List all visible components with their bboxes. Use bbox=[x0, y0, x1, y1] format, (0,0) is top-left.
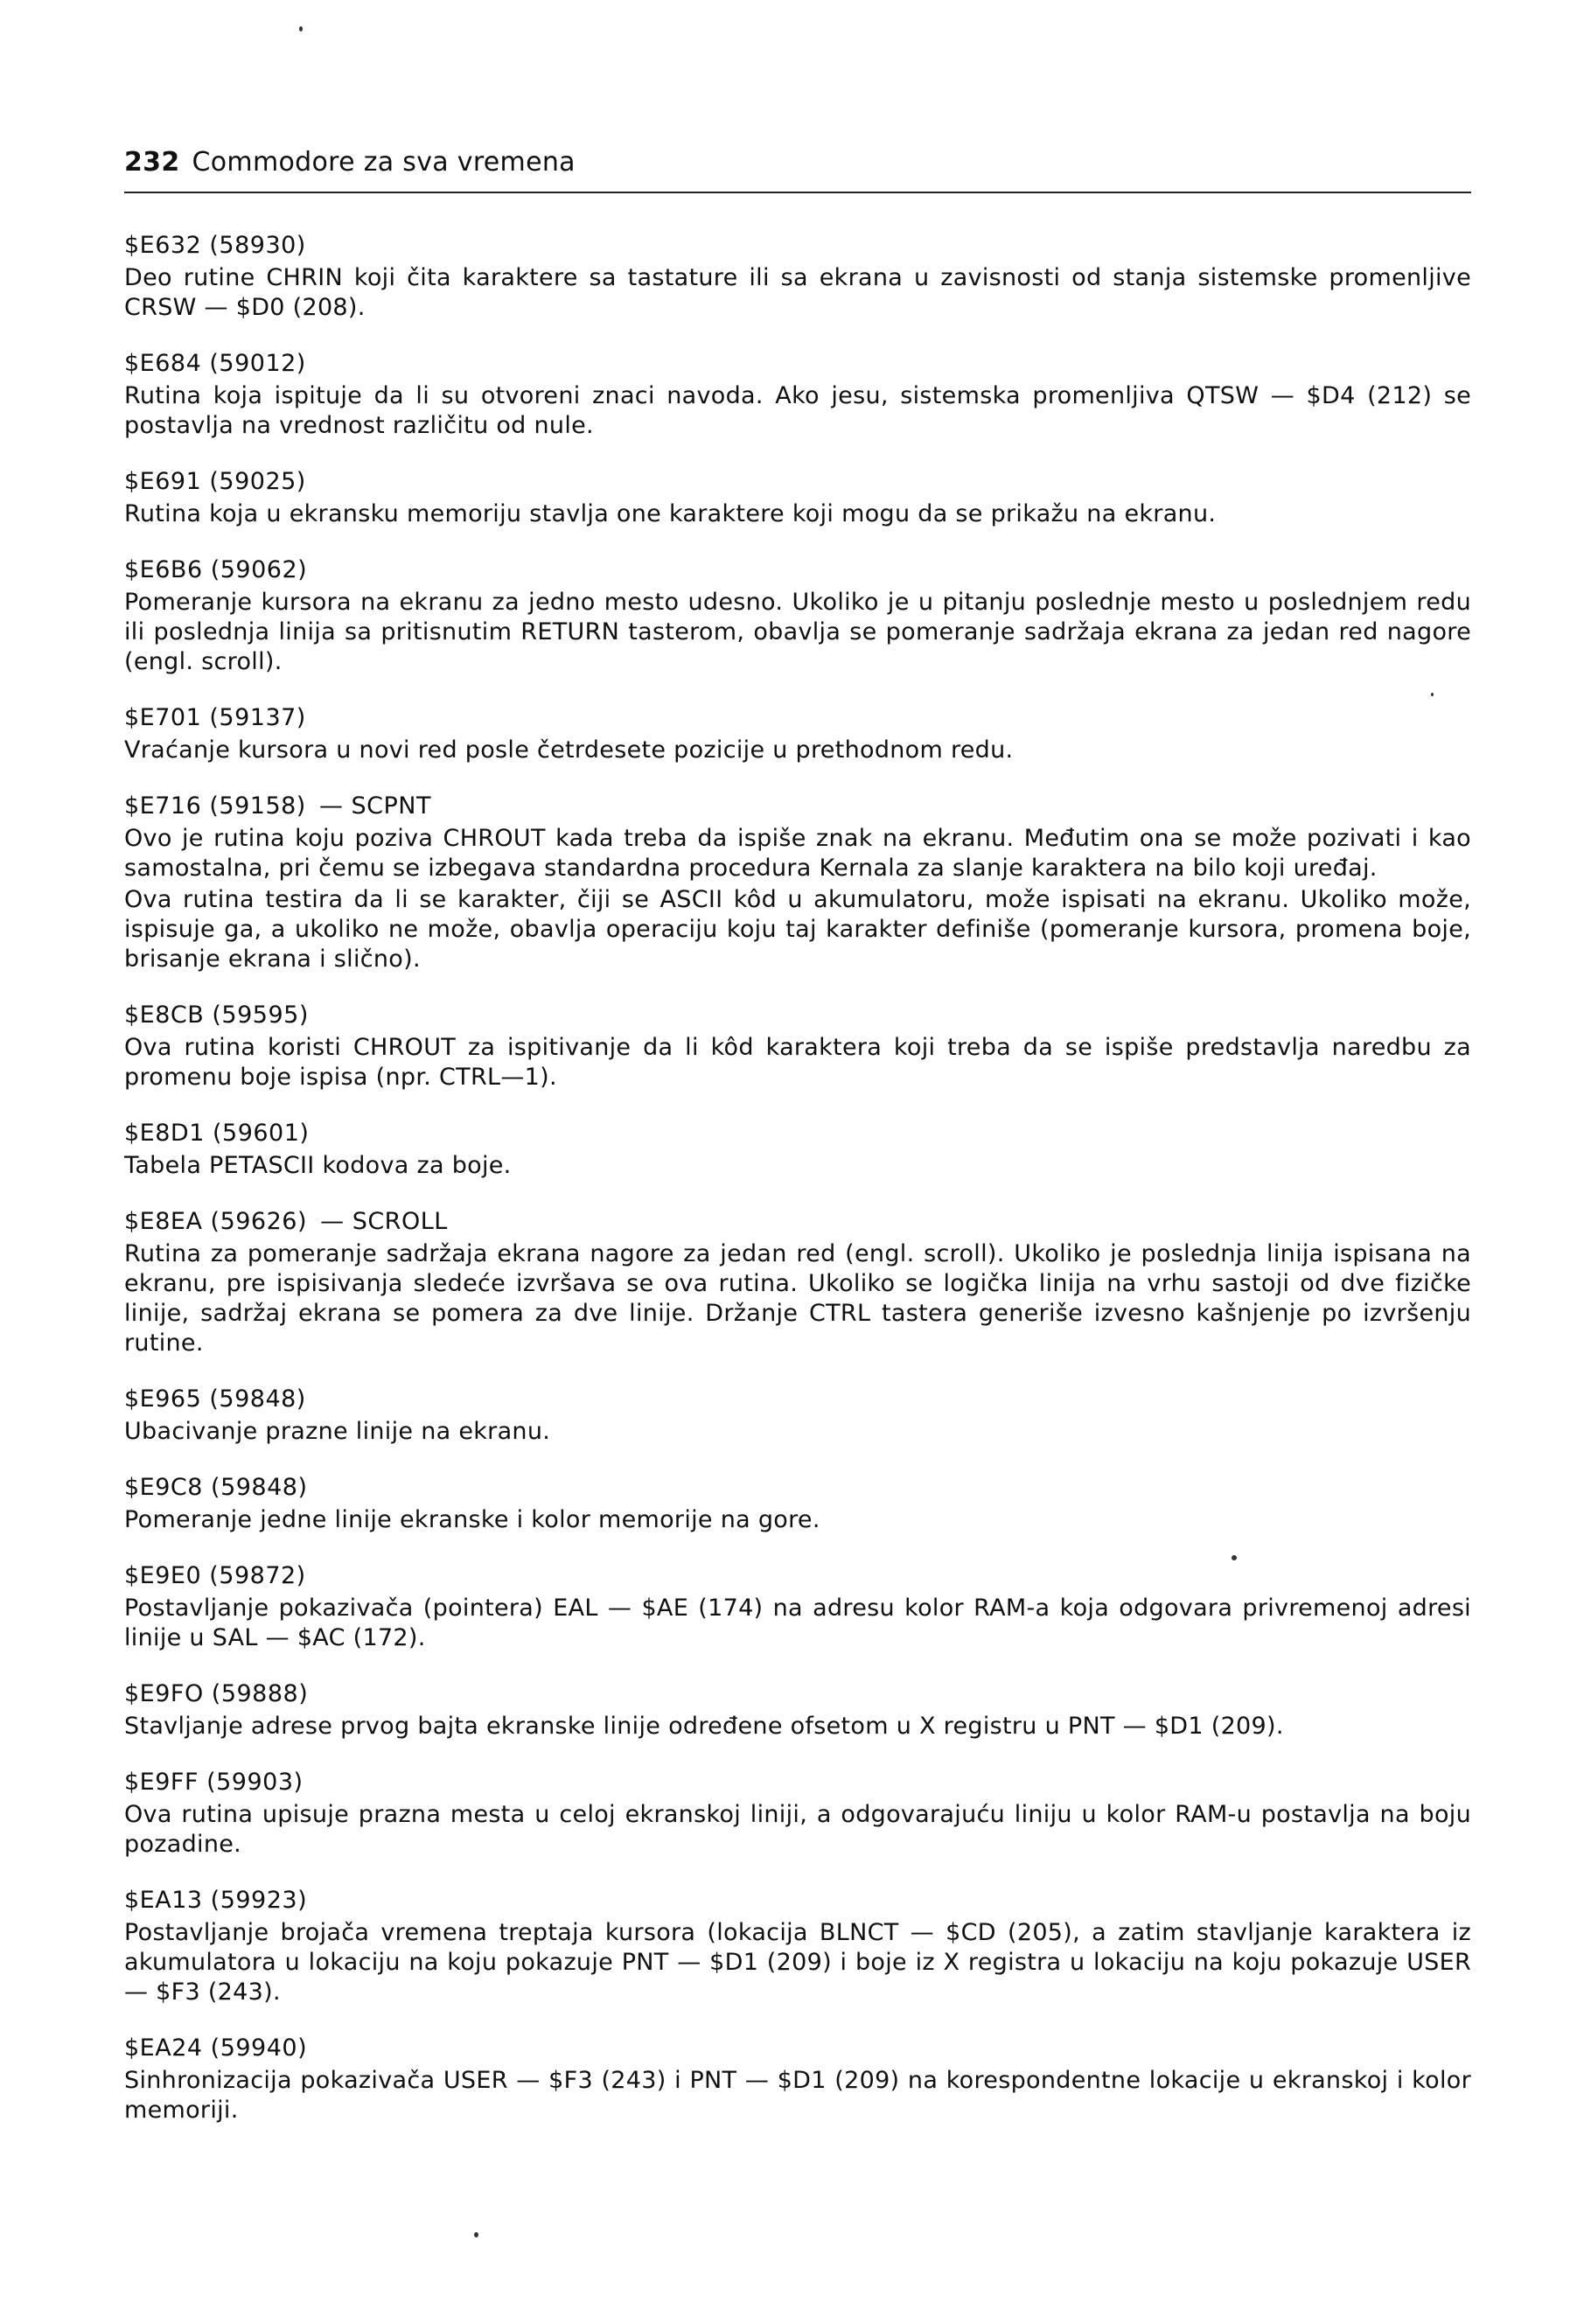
routine-decimal-address: (59595) bbox=[212, 1001, 309, 1029]
routine-heading bbox=[124, 1562, 1471, 1590]
routine-decimal-address: (59903) bbox=[206, 1769, 304, 1796]
routine-description: Ubacivanje prazne linije na ekranu. bbox=[124, 1418, 551, 1445]
routine-heading bbox=[124, 1769, 1471, 1797]
routine-list bbox=[124, 232, 1471, 2125]
routine-heading bbox=[124, 1385, 1471, 1413]
routine-name: — SCROLL bbox=[320, 1208, 448, 1235]
routine-entry bbox=[124, 1208, 1471, 1358]
routine-heading bbox=[124, 1001, 1471, 1029]
routine-address: $E9E0 bbox=[124, 1562, 202, 1589]
document-page bbox=[124, 147, 1471, 2153]
routine-decimal-address: (59626) bbox=[210, 1208, 308, 1235]
routine-decimal-address: (59848) bbox=[209, 1385, 306, 1413]
routine-decimal-address: (59137) bbox=[209, 704, 306, 731]
routine-description: Rutina koja ispituje da li su otvoreni znaci navoda. Ako jesu, sistemska promenljiva QTSW — $D4 (212) se postavlja na vrednost različitu od nule. bbox=[124, 382, 1471, 439]
book-title: Commodore za sva vremena bbox=[192, 147, 576, 178]
routine-name: — SCPNT bbox=[318, 792, 431, 820]
routine-heading bbox=[124, 792, 1471, 820]
routine-address: $EA24 bbox=[124, 2034, 203, 2062]
routine-description: Ova rutina testira da li se karakter, čiji se ASCII kôd u akumulatoru, može ispisati na ekranu. Ukoliko može, ispisuje ga, a ukoliko ne može, obavlja operaciju koju taj karakter definiše (pomeranje kursora, promena boje, brisanje ekrana i slično). bbox=[124, 886, 1471, 973]
routine-decimal-address: (59025) bbox=[209, 468, 306, 495]
scan-speck bbox=[299, 26, 303, 31]
routine-address: $E9C8 bbox=[124, 1474, 203, 1501]
scan-speck bbox=[1431, 693, 1434, 696]
routine-description: Ova rutina koristi CHROUT za ispitivanje da li kôd karaktera koji treba da se ispiše predstavlja naredbu za promenu boje ispisa (npr. CTRL—1). bbox=[124, 1034, 1471, 1091]
routine-description: Ova rutina upisuje prazna mesta u celoj ekranskoj liniji, a odgovarajuću liniju u kolor RAM-u postavlja na boju pozadine. bbox=[124, 1801, 1471, 1858]
routine-entry bbox=[124, 792, 1471, 974]
routine-address: $E632 bbox=[124, 232, 202, 259]
routine-heading bbox=[124, 1474, 1471, 1502]
routine-entry bbox=[124, 1680, 1471, 1741]
routine-description: Vraćanje kursora u novi red posle četrdesete pozicije u prethodnom redu. bbox=[124, 736, 1014, 764]
routine-heading bbox=[124, 556, 1471, 584]
routine-address: $E8D1 bbox=[124, 1120, 205, 1147]
routine-entry bbox=[124, 2034, 1471, 2125]
routine-heading bbox=[124, 468, 1471, 496]
routine-entry bbox=[124, 1385, 1471, 1447]
routine-entry bbox=[124, 350, 1471, 441]
routine-heading bbox=[124, 350, 1471, 378]
routine-address: $E701 bbox=[124, 704, 202, 731]
routine-decimal-address: (59012) bbox=[209, 350, 306, 377]
routine-heading bbox=[124, 2034, 1471, 2062]
routine-heading bbox=[124, 1680, 1471, 1708]
routine-entry bbox=[124, 556, 1471, 677]
routine-heading bbox=[124, 1120, 1471, 1148]
routine-decimal-address: (58930) bbox=[209, 232, 306, 259]
page-header bbox=[124, 147, 1471, 193]
routine-decimal-address: (59062) bbox=[210, 556, 308, 583]
routine-heading bbox=[124, 1208, 1471, 1236]
routine-entry bbox=[124, 704, 1471, 765]
routine-description: Postavljanje brojača vremena treptaja kursora (lokacija BLNCT — $CD (205), a zatim stavljanje karaktera iz akumulatora u lokaciju na koju pokazuje PNT — $D1 (209) i boje iz X registra u lokaciju na koju pokazuje USER — $F3 (243). bbox=[124, 1919, 1471, 2006]
page-number: 232 bbox=[124, 147, 180, 178]
routine-description: Pomeranje kursora na ekranu za jedno mesto udesno. Ukoliko je u pitanju poslednje mesto u poslednjem redu ili poslednja linija sa pritisnutim RETURN tasterom, obavlja se pomeranje sadržaja ekrana za jedan red nagore (engl. scroll). bbox=[124, 589, 1471, 675]
routine-address: $E691 bbox=[124, 468, 202, 495]
routine-address: $E716 bbox=[124, 792, 202, 820]
routine-address: $E684 bbox=[124, 350, 202, 377]
routine-entry bbox=[124, 468, 1471, 529]
routine-heading bbox=[124, 1887, 1471, 1915]
routine-description: Postavljanje pokazivača (pointera) EAL — $AE (174) na adresu kolor RAM-a koja odgovara privremenoj adresi linije u SAL — $AC (172). bbox=[124, 1595, 1471, 1651]
routine-decimal-address: (59923) bbox=[210, 1887, 308, 1914]
routine-heading bbox=[124, 232, 1471, 260]
routine-entry bbox=[124, 1001, 1471, 1092]
routine-address: $E965 bbox=[124, 1385, 202, 1413]
routine-entry bbox=[124, 1887, 1471, 2007]
routine-address: $E8EA bbox=[124, 1208, 203, 1235]
routine-heading bbox=[124, 704, 1471, 732]
routine-address: $E9FO bbox=[124, 1680, 204, 1707]
routine-description: Sinhronizacija pokazivača USER — $F3 (243) i PNT — $D1 (209) na korespondentne lokacije u ekranskoj i kolor memoriji. bbox=[124, 2067, 1471, 2124]
routine-description: Pomeranje jedne linije ekranske i kolor memorije na gore. bbox=[124, 1506, 820, 1533]
routine-decimal-address: (59940) bbox=[210, 2034, 308, 2062]
routine-decimal-address: (59848) bbox=[211, 1474, 308, 1501]
routine-description: Tabela PETASCII kodova za boje. bbox=[124, 1152, 512, 1179]
routine-address: $E9FF bbox=[124, 1769, 199, 1796]
routine-description: Deo rutine CHRIN koji čita karaktere sa tastature ili sa ekrana u zavisnosti od stanja sistemske promenljive CRSW — $D0 (208). bbox=[124, 264, 1471, 321]
routine-address: $EA13 bbox=[124, 1887, 203, 1914]
routine-entry bbox=[124, 1562, 1471, 1653]
routine-decimal-address: (59601) bbox=[212, 1120, 310, 1147]
scan-speck bbox=[474, 2232, 478, 2237]
routine-decimal-address: (59888) bbox=[211, 1680, 309, 1707]
routine-entry bbox=[124, 232, 1471, 323]
routine-entry bbox=[124, 1474, 1471, 1535]
routine-decimal-address: (59158) bbox=[209, 792, 306, 820]
routine-entry bbox=[124, 1769, 1471, 1860]
routine-address: $E6B6 bbox=[124, 556, 203, 583]
routine-description: Stavljanje adrese prvog bajta ekranske linije određene ofsetom u X registru u PNT — $D1 (209). bbox=[124, 1713, 1284, 1740]
routine-entry bbox=[124, 1120, 1471, 1181]
routine-decimal-address: (59872) bbox=[209, 1562, 306, 1589]
routine-description: Ovo je rutina koju poziva CHROUT kada treba da ispiše znak na ekranu. Međutim ona se može pozivati i kao samostalna, pri čemu se izbegava standardna procedura Kernala za slanje karaktera na bilo koji uređaj. bbox=[124, 825, 1471, 882]
routine-address: $E8CB bbox=[124, 1001, 205, 1029]
routine-description: Rutina koja u ekransku memoriju stavlja one karaktere koji mogu da se prikažu na ekranu. bbox=[124, 500, 1217, 527]
routine-description: Rutina za pomeranje sadržaja ekrana nagore za jedan red (engl. scroll). Ukoliko je poslednja linija ispisana na ekranu, pre ispisivanja sledeće izvršava se ova rutina. Ukoliko se logička linija na vrhu sastoji od dve fizičke linije, sadržaj ekrana se pomera za dve linije. Držanje CTRL tastera generiše izvesno kašnjenje po izvršenju rutine. bbox=[124, 1240, 1471, 1357]
scan-speck bbox=[1232, 1555, 1237, 1560]
